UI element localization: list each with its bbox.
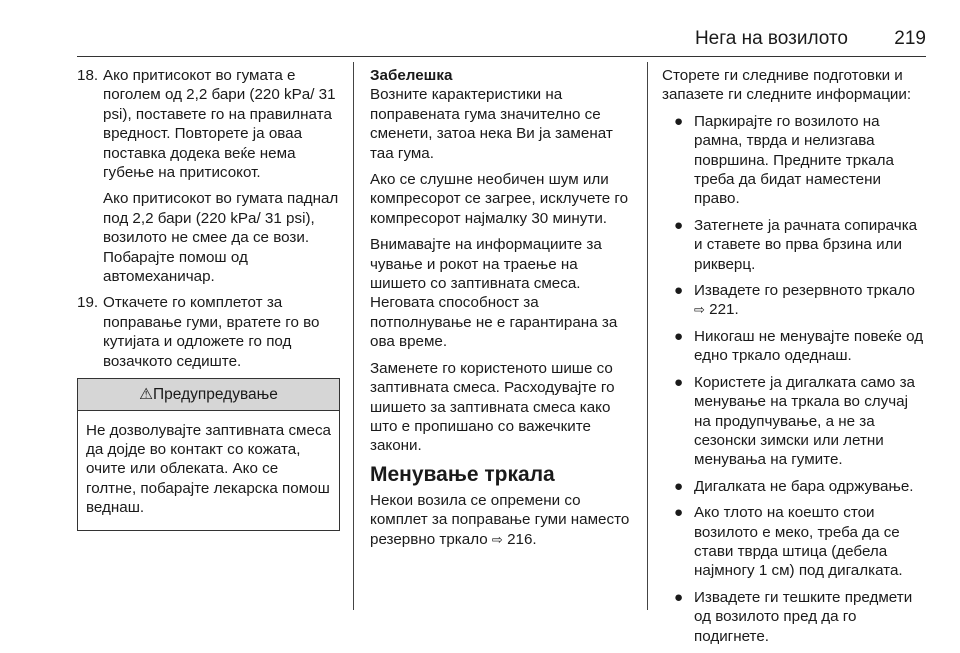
list-item-text: Дигалката не бара одржување. (694, 477, 914, 495)
bullet-icon: ● (674, 216, 684, 234)
list-item (662, 327, 928, 366)
warning-title: Предупредување (153, 386, 278, 404)
bullet-icon: ● (674, 477, 684, 495)
column-1 (77, 66, 340, 531)
page-number: 219 (894, 28, 926, 49)
list-item (662, 373, 928, 470)
warning-header (78, 379, 339, 410)
list-item (662, 112, 928, 209)
bullet-icon: ● (674, 112, 684, 130)
list-item-text: Ако тлото на коешто стои возилото е меко, треба да се стави тврда штица (дебела најмногу 1 см) под дигалката. (694, 504, 903, 580)
page-header (77, 28, 926, 54)
bullet-icon: ● (674, 327, 684, 345)
section-heading: Менување тркала (370, 462, 555, 486)
step-19 (77, 293, 340, 371)
bullet-icon: ● (674, 588, 684, 606)
paragraph (370, 491, 634, 549)
list-item (662, 503, 928, 581)
list-item (662, 588, 928, 646)
paragraph: Возните карактеристики на поправената гума значително се сменети, затоа нека Ви ја заменат таа гума. (370, 86, 613, 162)
step-18 (77, 66, 340, 286)
column-2 (370, 66, 634, 556)
column-3 (662, 66, 928, 653)
bullet-icon: ● (674, 282, 684, 300)
reference-arrow-icon: ⇨ (694, 302, 705, 318)
warning-box (77, 378, 340, 530)
list-item-text: Никогаш не менувајте повеќе од едно тркало одеднаш. (694, 327, 924, 365)
page-reference[interactable]: 216. (507, 530, 537, 548)
bullet-icon: ● (674, 504, 684, 522)
list-item-text: Извадете го резервното тркало (694, 282, 915, 300)
paragraph: Ако се слушне необичен шум или компресорот се загрее, исклучете го компресорот најмалку 30 минути. (370, 171, 629, 227)
header-title: Нега на возилото (694, 28, 848, 49)
reference-arrow-icon: ⇨ (491, 531, 503, 547)
intro-paragraph: Сторете ги следниве подготовки и запазете ги следните информации: (662, 67, 912, 104)
column-divider (647, 62, 648, 610)
header-rule (77, 56, 926, 57)
bullet-icon: ● (674, 373, 684, 391)
paragraph: Ако притисокот во гумата паднал под 2,2 бари (220 kPa/ 31 psi), возилото не смее да се вози. Побарајте помош од автомеханичар. (103, 190, 339, 286)
paragraph: Откачете го комплетот за поправање гуми, вратете го во кутијата и одложете го под возачкото седиште. (103, 294, 320, 370)
column-divider (353, 62, 354, 610)
list-item-text: Извадете ги тешките предмети од возилото пред да го подигнете. (694, 588, 913, 645)
paragraph: Заменете го користеното шише со заптивната смеса. Расходувајте го шишето за заптивната смеса како што е пропишано со важечките закони. (370, 359, 615, 455)
paragraph: Внимавајте на информациите за чување и рокот на траење на шишето со заптивната смеса. Неговата способност за потполнување не е гарантирана за ова време. (370, 236, 618, 351)
list-item (662, 281, 928, 320)
page-reference[interactable]: 221. (709, 301, 739, 319)
list-item-text: Користете ја дигалката само за менување на тркала во случај на продупчување, а не за сезонски зимски или летни менувања на гумите. (694, 373, 915, 469)
warning-icon: ⚠ (139, 386, 154, 404)
step-number: 19. (77, 294, 99, 312)
note-title: Забелешка (370, 67, 453, 84)
list-item (662, 477, 928, 496)
paragraph: Ако притисокот во гумата е поголем од 2,2 бари (220 kPa/ 31 psi), поставете го на правилната вредност. Повторете ја оваа поставка додека веќе нема губење на притисокот. (103, 67, 336, 182)
list-item-text: Затегнете ја рачната сопирачка и ставете во прва брзина или рикверц. (694, 216, 918, 273)
warning-text: Не дозволувајте заптивната смеса да дојде во контакт со кожата, очите или облеката. Ако се голтне, побарајте лекарска помош веднаш. (86, 421, 331, 517)
list-item (662, 216, 928, 274)
step-number: 18. (77, 67, 99, 84)
list-item-text: Паркирајте го возилото на рамна, тврда и нелизгава површина. Предните тркала треба да бидат наместени право. (694, 112, 894, 208)
paragraph-text: Некои возила се опремени со комплет за поправање гуми наместо резервно тркало (370, 491, 630, 548)
